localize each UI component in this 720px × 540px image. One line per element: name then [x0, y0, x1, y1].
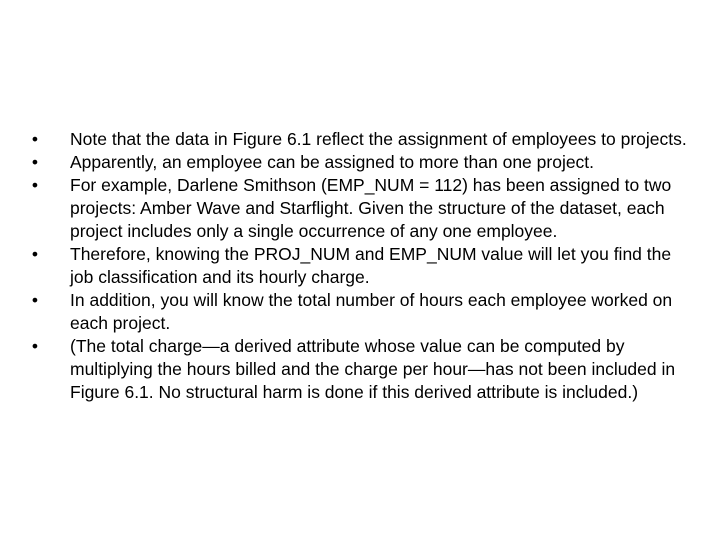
bullet-text: Therefore, knowing the PROJ_NUM and EMP_NUM value will let you find the job classification and its hourly charge.	[70, 244, 672, 287]
bullet-marker: •	[31, 290, 39, 310]
bullet-marker: •	[31, 175, 39, 195]
bullet-marker: •	[31, 152, 39, 172]
bullet-marker: •	[31, 244, 39, 264]
bullet-item	[28, 174, 688, 243]
bullet-marker: •	[31, 336, 39, 356]
bullet-item	[28, 243, 688, 289]
bullet-text: (The total charge—a derived attribute whose value can be computed by multiplying the hours billed and the charge per hour—has not been included in Figure 6.1. No structural harm is done if this derived attribute is included.)	[70, 336, 676, 402]
bullet-marker: •	[31, 129, 39, 149]
bullet-list	[28, 128, 688, 404]
bullet-text: For example, Darlene Smithson (EMP_NUM = 112) has been assigned to two projects: Amber Wave and Starflight. Given the structure of the dataset, each project includes only a single occurrence of any one employee.	[70, 175, 672, 241]
bullet-item	[28, 151, 688, 174]
bullet-text: Note that the data in Figure 6.1 reflect the assignment of employees to projects.	[70, 129, 687, 149]
bullet-item	[28, 335, 688, 404]
bullet-text: Apparently, an employee can be assigned to more than one project.	[70, 152, 595, 172]
bullet-item	[28, 128, 688, 151]
bullet-text: In addition, you will know the total number of hours each employee worked on each project.	[70, 290, 673, 333]
bullet-item	[28, 289, 688, 335]
